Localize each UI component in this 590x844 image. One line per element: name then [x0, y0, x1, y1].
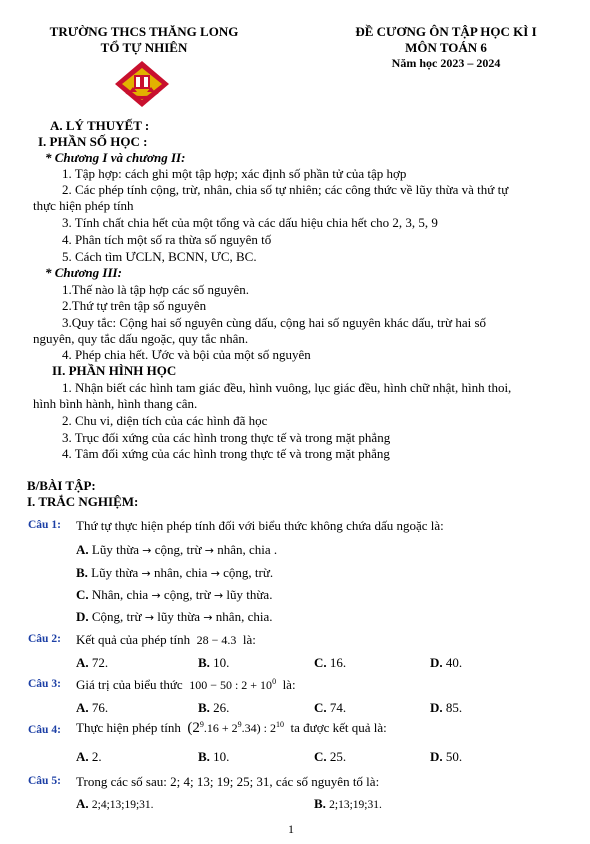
school-year: Năm học 2023 – 2024: [391, 56, 501, 70]
answer-option: A. 72.: [76, 655, 109, 670]
answer-option: C. 16.: [314, 655, 347, 670]
page-number: 1: [288, 822, 294, 836]
theory-item: 4. Tâm đối xứng của các hình trong thực tế và trong mặt phẳng: [62, 446, 390, 461]
arrow-right-icon: →: [142, 544, 152, 557]
chapter-1-2-heading: * Chương I và chương II:: [45, 150, 186, 165]
subject-title: MÔN TOÁN 6: [405, 40, 487, 55]
answer-option: D. 50.: [430, 749, 463, 764]
theory-item-cont: nguyên, quy tắc dấu ngoặc, quy tắc nhân.: [33, 331, 249, 346]
answer-option: A. 2.: [76, 749, 102, 764]
theory-item: 3. Tính chất chia hết của một tổng và các dấu hiệu chia hết cho 2, 3, 5, 9: [62, 215, 438, 230]
question-text: Thứ tự thực hiện phép tính đối với biểu thức không chứa dấu ngoặc là:: [76, 518, 444, 533]
answer-option: D. 40.: [430, 655, 463, 670]
theory-item-cont: hình bình hành, hình thang cân.: [33, 396, 198, 411]
answer-option: A. 76.: [76, 700, 109, 715]
answer-option: B. Lũy thừa → nhân, chia → cộng, trừ.: [76, 565, 274, 580]
theory-item-cont: thực hiện phép tính: [33, 198, 134, 213]
answer-option: D. Cộng, trừ → lũy thừa → nhân, chia.: [76, 609, 273, 624]
exercises-heading: B/BÀI TẬP:: [27, 478, 96, 493]
theory-item: 2. Chu vi, diện tích của các hình đã học: [62, 413, 268, 428]
arrow-right-icon: →: [213, 589, 224, 602]
department-name: TỔ TỰ NHIÊN: [100, 40, 188, 55]
answer-option: A. 2;4;13;19;31.: [76, 796, 154, 811]
theory-item: 4. Phép chia hết. Ước và bội của một số nguyên: [62, 347, 311, 362]
answer-option: B. 10.: [198, 655, 230, 670]
theory-item: 3. Trục đối xứng của các hình trong thực tế và trong mặt phẳng: [62, 430, 391, 445]
chapter-3-heading: * Chương III:: [45, 265, 122, 280]
question-label: Câu 4:: [28, 724, 61, 736]
theory-item: 5. Cách tìm ƯCLN, BCNN, ƯC, BC.: [62, 249, 257, 264]
arithmetic-heading: I. PHẦN SỐ HỌC :: [38, 134, 148, 149]
answer-option: D. 85.: [430, 700, 463, 715]
answer-option: C. 74.: [314, 700, 347, 715]
arrow-right-icon: →: [144, 611, 155, 624]
question-text: Kết quả của phép tính 28 − 4.3 là:: [76, 632, 256, 647]
theory-item: 1. Tập hợp: cách ghi một tập hợp; xác định số phần tử của tập hợp: [62, 166, 407, 181]
arrow-right-icon: →: [151, 589, 161, 602]
question-label: Câu 5:: [28, 775, 61, 787]
theory-item: 4. Phân tích một số ra thừa số nguyên tố: [62, 232, 272, 247]
question-text: Giá trị của biểu thức 100 − 50 : $2 + 10^0$ là:: [76, 677, 296, 692]
document-title: ĐỀ CƯƠNG ÔN TẬP HỌC KÌ I: [355, 24, 537, 39]
arrow-right-icon: →: [203, 611, 213, 624]
question-text: Trong các số sau: 2; 4; 13; 19; 25; 31, các số nguyên tố là:: [76, 774, 380, 789]
answer-option: B. 26.: [198, 700, 230, 715]
arrow-right-icon: →: [204, 544, 214, 557]
school-logo: [113, 59, 171, 109]
question-text: Thực hiện phép tính $(2^9.16 + 2^9.34)$ : $2^{10}$ ta được kết quả là:: [76, 720, 387, 736]
answer-option: A. Lũy thừa → cộng, trừ → nhân, chia .: [76, 542, 278, 557]
arrow-right-icon: →: [141, 567, 151, 580]
theory-heading: A. LÝ THUYẾT :: [50, 118, 150, 133]
geometry-heading: II. PHẦN HÌNH HỌC: [52, 363, 177, 378]
question-label: Câu 3:: [28, 678, 61, 690]
theory-item: 1.Thế nào là tập hợp các số nguyên.: [62, 282, 250, 297]
question-label: Câu 1:: [28, 519, 61, 531]
theory-item: 1. Nhận biết các hình tam giác đều, hình vuông, lục giác đều, hình chữ nhật, hình thoi,: [62, 380, 512, 395]
answer-option: C. Nhân, chia → cộng, trừ → lũy thừa.: [76, 587, 273, 602]
school-name: TRƯỜNG THCS THĂNG LONG: [49, 24, 239, 39]
answer-option: B. 2;13;19;31.: [314, 796, 382, 811]
answer-option: C. 25.: [314, 749, 347, 764]
theory-item: 3.Quy tắc: Cộng hai số nguyên cùng dấu, cộng hai số nguyên khác dấu, trừ hai số: [62, 315, 487, 330]
arrow-right-icon: →: [210, 567, 220, 580]
answer-option: B. 10.: [198, 749, 230, 764]
question-label: Câu 2:: [28, 633, 61, 645]
multiple-choice-heading: I. TRẮC NGHIỆM:: [27, 494, 139, 509]
theory-item: 2. Các phép tính cộng, trừ, nhân, chia số tự nhiên; các công thức về lũy thừa và thứ tự: [62, 182, 509, 197]
theory-item: 2.Thứ tự trên tập số nguyên: [62, 298, 207, 313]
